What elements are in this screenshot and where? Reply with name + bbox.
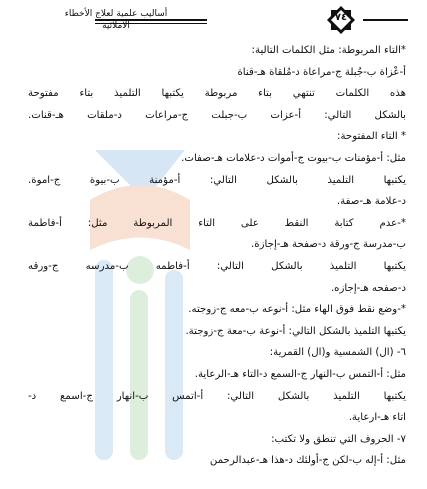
text-line: يكتبها التلميذ بالشكل التالي: أ-اتمس ب-انهار ج-اسمع د- [28, 390, 406, 402]
text-line: يكتبها التلميذ بالشكل التالي: أ-مؤمنة ب-بيوة ج-اموة. [28, 174, 406, 186]
text-line: اتاء هـ-ارعاية. [348, 412, 406, 424]
text-line: يكتبها التلميذ بالشكل التالي: أ-فاطمه ب-مدرسه ج-ورقه [28, 260, 406, 272]
header-title [41, 8, 191, 32]
header-title-line2: الاملائية [102, 21, 130, 31]
text-line: مثل: أ-إله ب-لكن ج-أولئك د-هذا هـ-عبدالرحمن [209, 455, 406, 467]
text-line: ٦- (ال) الشمسية و(ال) القمرية: [269, 347, 406, 359]
text-line: بالشكل التالي: أ-عزات ب-جبلت ج-مراعات د-ملقات هـ-قنات. [28, 109, 406, 121]
text-line: *التاء المربوطة: مثل الكلمات التالية: [251, 45, 406, 56]
text-line: مثل: أ-التمس ب-النهار ج-السمع د-التاء هـ-الرعاية. [194, 368, 406, 380]
text-line: يكتبها التلميذ بالشكل التالي: أ-نوعة ب-معة ج-زوجتة. [185, 325, 406, 337]
header-title-line1: أساليب علمية لعلاج الأخطاء [64, 9, 168, 19]
text-line: مثل: أ-مؤمنات ب-بيوت ج-أموات د-علامات هـ-صفات. [181, 152, 406, 164]
document-body [28, 40, 406, 472]
text-line: *-عدم كتابة النقط على التاء المربوطة مثل: أ-فاطمة [28, 217, 406, 229]
text-line: ٧- الحروف التي تنطق ولا تكتب: [271, 433, 406, 445]
page-number: ٧٤ [334, 12, 348, 23]
text-line: ب-مدرسة ج-ورقة د-صفحة هـ-إجازة. [251, 239, 406, 251]
text-line: د-علامة هـ-صفة. [336, 196, 406, 208]
header-rule-right [363, 19, 408, 21]
text-line: *-وضع نقط فوق الهاء مثل: أ-نوعه ب-معه ج-زوجته. [188, 304, 406, 316]
text-line: د-صفحه هـ-إجازه. [330, 282, 406, 294]
text-line: * التاء المفتوحة: [337, 131, 406, 143]
text-line: هذه الكلمات تنتهي بتاء مربوطة يكتبها التلميذ بتاء مفتوحة [28, 88, 406, 100]
text-line: أ-عْزاة ب-جُبلة ج-مراعاة د-مُلقاة هـ-قناة [237, 66, 406, 78]
